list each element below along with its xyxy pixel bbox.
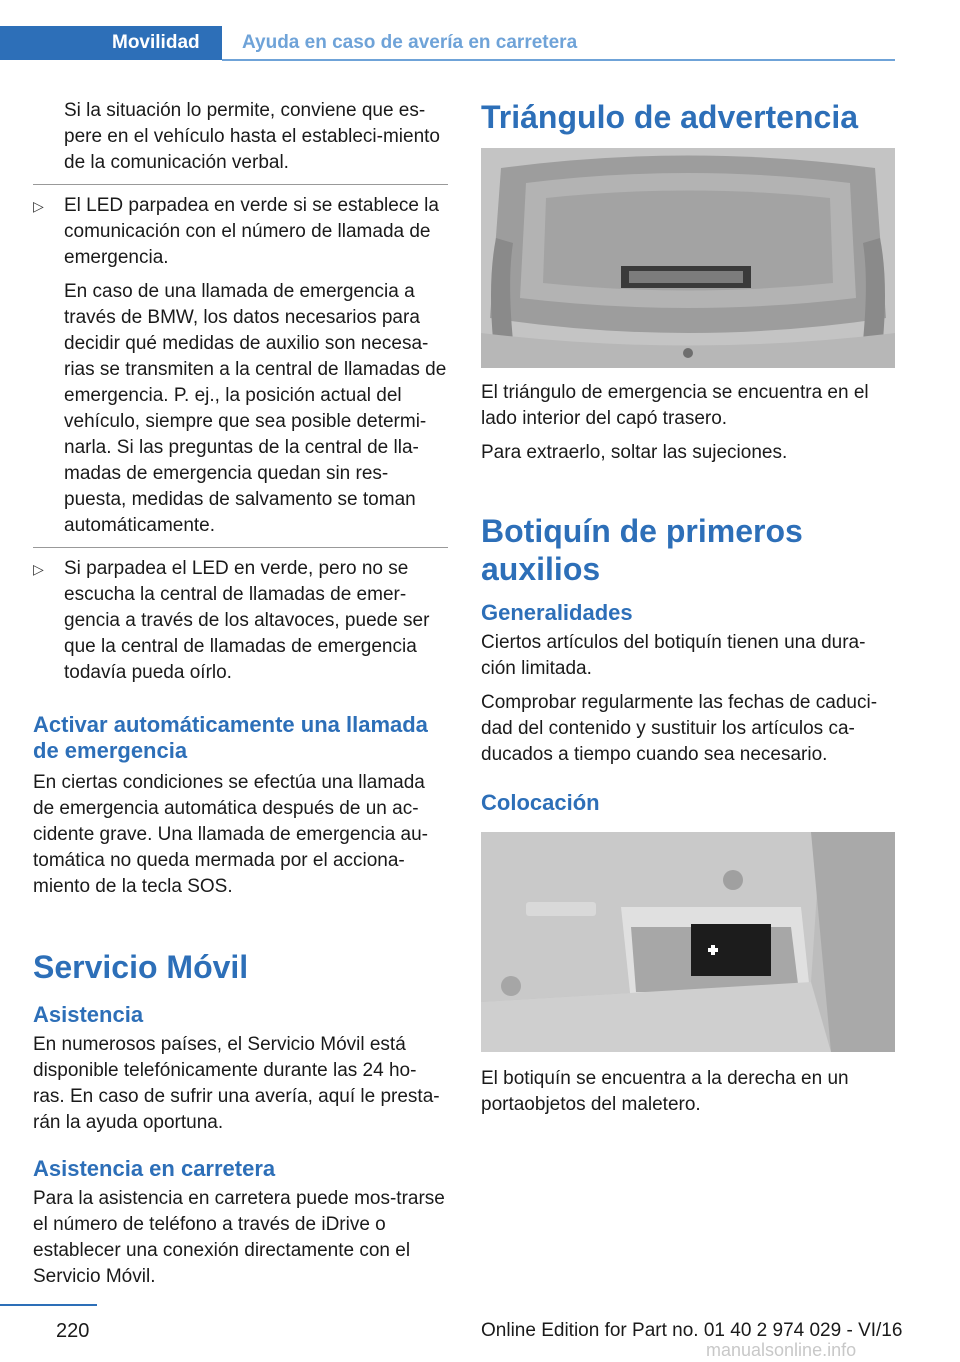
trunk-lid-illustration	[481, 148, 895, 368]
heading-asistencia: Asistencia	[33, 1002, 144, 1027]
paragraph: Ciertos artículos del botiquín tienen una dura-ción limitada.	[481, 632, 866, 679]
left-column	[33, 98, 448, 1298]
heading-servicio-movil: Servicio Móvil	[33, 949, 249, 985]
paragraph: El triángulo de emergencia se encuentra en el lado interior del capó trasero.	[481, 382, 869, 429]
paragraph: Comprobar regularmente las fechas de caduci-dad del contenido y sustituir los artículos ca-ducados a tiempo cuando sea necesario.	[481, 692, 878, 765]
paragraph: El botiquín se encuentra a la derecha en un portaobjetos del maletero.	[481, 1068, 849, 1115]
right-column	[481, 98, 896, 1126]
bullet-continuation: En caso de una llamada de emergencia a través de BMW, los datos necesarios para decidir qué medidas de auxilio son necesa-rias se transmiten a la central de llamadas de emergencia. P. ej., la posición actual del vehículo, siempre que sea posible determi-narla. Si las preguntas de la central de lla-madas de emergencia quedan sin res-puesta, medidas de salvamento se toman automáticamente.	[64, 281, 447, 536]
watermark: manualsonline.info	[706, 1340, 857, 1360]
heading-colocacion: Colocación	[481, 790, 600, 815]
section-title: Movilidad	[112, 32, 200, 53]
triangle-bullet-icon: ▷	[33, 198, 44, 214]
heading-asistencia-carretera: Asistencia en carretera	[33, 1156, 276, 1181]
header-rule	[222, 59, 895, 61]
bullet-item	[33, 556, 448, 686]
first-aid-kit-image	[481, 832, 895, 1052]
chapter-title: Ayuda en caso de avería en carretera	[242, 32, 578, 53]
trunk-lid-image	[481, 148, 895, 368]
page-number: 220	[56, 1320, 90, 1342]
edition-info: Online Edition for Part no. 01 40 2 974 029 - VI/16	[481, 1320, 903, 1341]
intro-paragraph: Si la situación lo permite, conviene que es-pere en el vehículo hasta el estableci-miento de la comunicación verbal.	[64, 100, 441, 173]
first-aid-kit-illustration	[481, 832, 895, 1052]
paragraph: Para la asistencia en carretera puede mos-trarse el número de teléfono a través de iDrive o establecer una conexión directamente con el Servicio Móvil.	[33, 1188, 445, 1287]
footer-rule	[0, 1304, 97, 1306]
paragraph: En ciertas condiciones se efectúa una llamada de emergencia automática después de un ac-cidente grave. Una llamada de emergencia au-tomática no queda mermada por el acciona-miento de la tecla SOS.	[33, 772, 429, 897]
heading-auto-call: Activar automáticamente una llamada de emergencia	[33, 712, 428, 763]
bullet-text: Si parpadea el LED en verde, pero no se escucha la central de llamadas de emer-gencia a través de los altavoces, puede ser que la central de llamadas de emergencia todavía pueda oírlo.	[64, 558, 430, 683]
bullet-item	[33, 193, 448, 271]
heading-triangulo: Triángulo de advertencia	[481, 99, 858, 135]
triangle-bullet-icon: ▷	[33, 561, 44, 577]
divider	[33, 547, 448, 548]
paragraph: Para extraerlo, soltar las sujeciones.	[481, 442, 788, 463]
page-header	[0, 26, 895, 62]
heading-botiquin: Botiquín de primeros auxilios	[481, 513, 803, 587]
heading-generalidades: Generalidades	[481, 600, 633, 625]
paragraph: En numerosos países, el Servicio Móvil está disponible telefónicamente durante las 24 ho-ras. En caso de sufrir una avería, aquí le presta-rán la ayuda oportuna.	[33, 1034, 440, 1133]
divider	[33, 184, 448, 185]
bullet-text: El LED parpadea en verde si se establece la comunicación con el número de llamada de emergencia.	[64, 195, 439, 268]
